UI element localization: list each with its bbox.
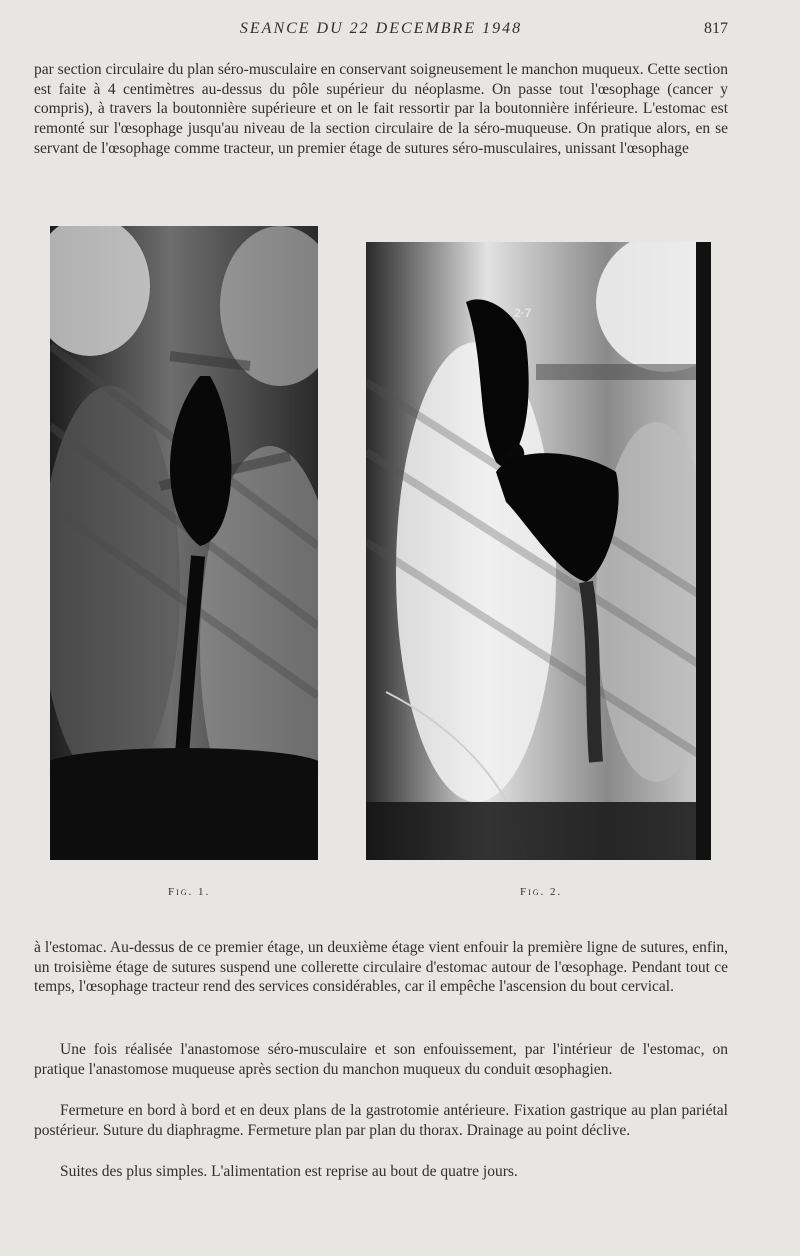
figure-1-radiograph [50, 226, 318, 860]
body-paragraph-top: par section circulaire du plan séro-musculaire en conservant soigneusement le manchon muqueux. Cette section est faite à 4 centimètres au-dessus du pôle supérieur du néoplasme. On passe tout l'œsophage (cancer y compris), à travers la boutonnière supérieure et on le fait ressortir par la boutonnière inférieure. L'estomac est remonté sur l'œsophage jusqu'au niveau de la section circulaire de la séro-muqueuse. On pratique alors, en se servant de l'œsophage comme tracteur, un premier étage de sutures séro-musculaires, unissant l'œsophage [34, 61, 728, 157]
figure-1-caption: Fig. 1. [168, 886, 211, 898]
running-title: SEANCE DU 22 DECEMBRE 1948 [239, 20, 523, 37]
body-paragraph-1: à l'estomac. Au-dessus de ce premier étage, un deuxième étage vient enfouir la première ligne de sutures, enfin, un troisième étage de sutures suspend une collerette circulaire d'estomac autour de l'œsophage. Pendant tout ce temps, l'œsophage tracteur rend des services considérables, car il empêche l'ascension du bout cervical. [34, 939, 728, 996]
page-header [34, 20, 728, 44]
body-paragraph-4: Suites des plus simples. L'alimentation est reprise au bout de quatre jours. [60, 1163, 518, 1180]
page-number: 817 [704, 20, 728, 37]
body-paragraph-2: Une fois réalisée l'anastomose séro-musculaire et son enfouissement, par l'intérieur de l'estomac, on pratique l'anastomose muqueuse après section du manchon muqueux du conduit œsophagien. [34, 1041, 728, 1078]
figure-2-radiograph [366, 242, 711, 860]
figure-2-marker: 2·7 [514, 306, 532, 320]
figure-2-caption: Fig. 2. [520, 886, 563, 898]
body-paragraph-3: Fermeture en bord à bord et en deux plans de la gastrotomie antérieure. Fixation gastrique au plan pariétal postérieur. Suture du diaphragme. Fermeture plan par plan du thorax. Drainage au point déclive. [34, 1102, 728, 1139]
